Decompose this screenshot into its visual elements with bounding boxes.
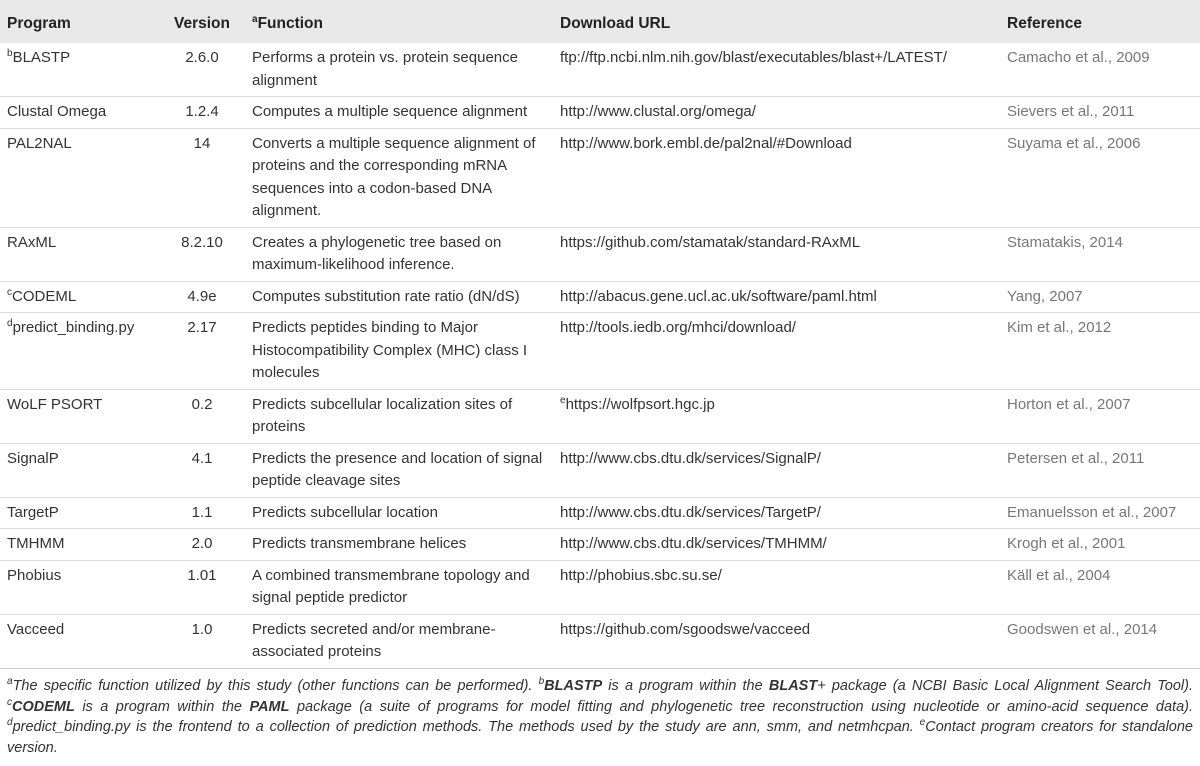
footnote-b-text-2: + package (a NCBI Basic Local Alignment Search Tool).	[817, 678, 1194, 694]
cell-download-url	[560, 614, 1007, 668]
footnote-c-text-2: package (a suite of programs for model fitting and phylogenetic tree reconstruction using nucleotide or amino-acid sequence data).	[289, 698, 1193, 715]
cell-download-url	[560, 227, 1007, 281]
cell-reference[interactable]: Krogh et al., 2001	[1007, 535, 1126, 552]
table-row	[0, 43, 1200, 97]
program-name: Clustal Omega	[7, 103, 107, 120]
cell-version: 1.1	[191, 503, 213, 521]
download-url-link[interactable]: http://abacus.gene.ucl.ac.uk/software/paml.html	[560, 287, 877, 305]
cell-version: 1.01	[187, 566, 217, 584]
table-header-row	[0, 0, 1200, 43]
cell-function: A combined transmembrane topology and signal peptide predictor	[252, 566, 530, 606]
cell-program	[0, 560, 152, 614]
download-url-link[interactable]: http://www.cbs.dtu.dk/services/TMHMM/	[560, 535, 827, 552]
footnote-b-program: BLASTP	[544, 678, 603, 694]
program-name: BLASTP	[12, 49, 71, 66]
table-row	[0, 227, 1200, 281]
program-name: predict_binding.py	[12, 319, 135, 336]
cell-reference[interactable]: Kim et al., 2012	[1007, 319, 1112, 336]
cell-reference[interactable]: Horton et al., 2007	[1007, 395, 1131, 413]
footnote-d-text: predict_binding.py is the frontend to a collection of prediction methods. The methods used by the study are ann, smm, and netmhcpan.	[12, 719, 920, 735]
table-row	[0, 97, 1200, 129]
cell-reference[interactable]: Sievers et al., 2011	[1007, 103, 1135, 120]
cell-download-url	[560, 560, 1007, 614]
cell-function: Predicts subcellular location	[252, 503, 438, 521]
cell-program	[0, 497, 152, 529]
table-row	[0, 497, 1200, 529]
cell-download-url	[560, 97, 1007, 129]
download-url-link[interactable]: http://tools.iedb.org/mhci/download/	[560, 319, 796, 336]
table-footnote	[7, 676, 1193, 758]
program-name: PAL2NAL	[7, 134, 72, 152]
footnote-e-mark: e	[919, 717, 926, 729]
cell-program	[0, 443, 152, 497]
cell-program	[0, 529, 152, 561]
cell-download-url	[560, 43, 1007, 97]
cell-version: 14	[193, 134, 211, 152]
cell-reference[interactable]: Camacho et al., 2009	[1007, 49, 1150, 66]
table-row	[0, 389, 1200, 443]
cell-function: Predicts the presence and location of signal peptide cleavage sites	[252, 449, 543, 489]
cell-download-url	[560, 128, 1007, 227]
download-url-link[interactable]: ftp://ftp.ncbi.nlm.nih.gov/blast/executables/blast+/LATEST/	[560, 49, 948, 66]
program-name: Vacceed	[7, 620, 65, 638]
program-footnote-mark: b	[7, 48, 13, 59]
cell-version: 2.0	[191, 535, 213, 552]
program-name: RAxML	[7, 233, 57, 251]
url-footnote-mark: e	[560, 394, 566, 406]
cell-download-url	[560, 281, 1007, 313]
footnote-a-text: The specific function utilized by this study (other functions can be performed).	[12, 678, 539, 694]
cell-program	[0, 614, 152, 668]
table-row	[0, 281, 1200, 313]
program-name: Phobius	[7, 566, 62, 584]
header-version: Version	[174, 14, 230, 32]
cell-function: Creates a phylogenetic tree based on maximum-likelihood inference.	[252, 233, 502, 273]
cell-version: 8.2.10	[181, 233, 223, 251]
table-row	[0, 443, 1200, 497]
cell-function: Computes substitution rate ratio (dN/dS)	[252, 287, 520, 305]
cell-download-url	[560, 497, 1007, 529]
cell-reference[interactable]: Petersen et al., 2011	[1007, 449, 1145, 467]
header-function-label: Function	[257, 14, 323, 32]
cell-function: Predicts subcellular localization sites of proteins	[252, 395, 513, 435]
program-footnote-mark: c	[7, 286, 12, 298]
table-row	[0, 560, 1200, 614]
cell-download-url	[560, 389, 1007, 443]
cell-reference[interactable]: Goodswen et al., 2014	[1007, 620, 1158, 638]
cell-version: 1.0	[191, 620, 213, 638]
footnote-a-mark: a	[7, 676, 13, 688]
cell-program	[0, 281, 152, 313]
header-function-footnote-mark: a	[252, 13, 258, 25]
cell-program	[0, 313, 152, 390]
cell-reference[interactable]: Emanuelsson et al., 2007	[1007, 503, 1177, 521]
download-url-link[interactable]: http://www.clustal.org/omega/	[560, 103, 756, 120]
cell-function: Computes a multiple sequence alignment	[252, 103, 528, 120]
header-program: Program	[7, 14, 71, 32]
program-name: SignalP	[7, 449, 59, 467]
cell-download-url	[560, 443, 1007, 497]
footnote-c-text-1: is a program within the	[74, 698, 250, 715]
footnote-b-package: BLAST	[768, 678, 818, 694]
header-function	[252, 0, 560, 43]
cell-function: Predicts peptides binding to Major Histocompatibility Complex (MHC) class I molecules	[252, 319, 528, 381]
cell-download-url	[560, 529, 1007, 561]
cell-function: Predicts secreted and/or membrane-associated proteins	[252, 620, 496, 660]
download-url-link[interactable]: http://www.cbs.dtu.dk/services/SignalP/	[560, 449, 821, 467]
download-url-link[interactable]: https://github.com/stamatak/standard-RAxML	[560, 233, 861, 251]
cell-version: 0.2	[191, 395, 213, 413]
cell-version: 4.9e	[187, 287, 217, 305]
download-url-link[interactable]: http://www.cbs.dtu.dk/services/TargetP/	[560, 503, 821, 521]
program-footnote-mark: d	[7, 318, 13, 329]
program-name: WoLF PSORT	[7, 395, 103, 413]
cell-reference[interactable]: Suyama et al., 2006	[1007, 134, 1141, 152]
cell-download-url	[560, 313, 1007, 390]
download-url-link[interactable]: https://github.com/sgoodswe/vacceed	[560, 620, 811, 638]
cell-version: 2.6.0	[185, 49, 219, 66]
table-row	[0, 128, 1200, 227]
cell-function: Converts a multiple sequence alignment of proteins and the corresponding mRNA sequences into a codon-based DNA alignment.	[252, 134, 536, 219]
cell-version: 2.17	[187, 319, 217, 336]
footnote-c-program: CODEML	[12, 698, 75, 715]
table-row	[0, 614, 1200, 668]
cell-function: Performs a protein vs. protein sequence alignment	[252, 49, 518, 89]
cell-program	[0, 128, 152, 227]
footnote-b-text-1: is a program within the	[602, 678, 769, 694]
download-url-link[interactable]: https://wolfpsort.hgc.jp	[565, 395, 715, 413]
program-name: CODEML	[12, 287, 77, 305]
table-row	[0, 313, 1200, 390]
cell-program	[0, 389, 152, 443]
cell-program	[0, 97, 152, 129]
download-url-link[interactable]: http://phobius.sbc.su.se/	[560, 566, 722, 584]
cell-program	[0, 227, 152, 281]
header-reference: Reference	[1007, 14, 1082, 32]
footnote-e-text: Contact program creators for standalone version.	[7, 719, 1193, 756]
cell-reference[interactable]: Käll et al., 2004	[1007, 566, 1111, 584]
download-url-link[interactable]: http://www.bork.embl.de/pal2nal/#Download	[560, 134, 852, 152]
header-url: Download URL	[560, 14, 671, 32]
table-row	[0, 529, 1200, 561]
footnote-c-package: PAML	[249, 698, 290, 715]
cell-function: Predicts transmembrane helices	[252, 535, 467, 552]
cell-program	[0, 43, 152, 97]
footnote-d-mark: d	[7, 717, 13, 729]
cell-version: 4.1	[191, 449, 213, 467]
footnote-c-mark: c	[7, 696, 12, 708]
program-name: TMHMM	[7, 535, 65, 552]
cell-reference[interactable]: Yang, 2007	[1007, 287, 1083, 305]
cell-reference[interactable]: Stamatakis, 2014	[1007, 233, 1123, 251]
program-name: TargetP	[7, 503, 59, 521]
cell-version: 1.2.4	[185, 103, 219, 120]
footnote-b-mark: b	[538, 676, 545, 688]
